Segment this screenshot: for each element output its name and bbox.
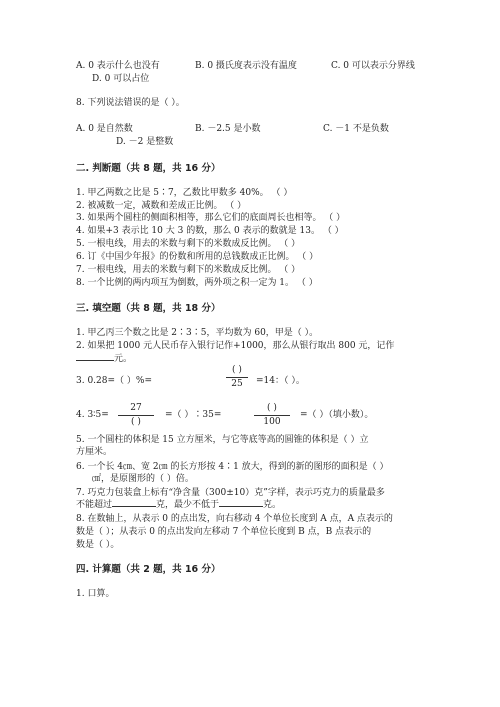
fill-q2-line1: 2. 如果把 1000 元人民币存入银行记作+1000，那么从银行取出 800 元，记作 (76, 341, 395, 351)
fill-q8-line3: 数是（ ）。 (76, 540, 120, 550)
fraction-numerator: 27 (130, 403, 142, 413)
fill-q4-fraction-2 (254, 403, 290, 428)
fraction-denominator: 100 (263, 417, 281, 427)
q7-option-a: A. 0 表示什么也没有 (76, 61, 160, 71)
answer-blank-min[interactable] (219, 506, 263, 507)
fill-q3-fraction (226, 365, 248, 390)
section-3-title: 三. 填空题（共 8 题，共 18 分） (76, 303, 221, 314)
tf-item-8: 8. 一个比例的两内项互为倒数，两外项之积一定为 1。 （ ） (76, 278, 318, 288)
answer-blank-max[interactable] (112, 506, 156, 507)
fill-q3-part1: 3. 0.28=（ ）%= (76, 376, 152, 386)
q8-option-c: C. －1 不是负数 (323, 124, 389, 134)
fill-q4-fraction-1 (118, 403, 154, 428)
fraction-denominator: ( ) (131, 417, 141, 427)
fill-q8-line2: 数是（ ）；从表示 0 的点出发向左移动 7 个单位长度到 B 点，B 点表示的 (76, 527, 372, 537)
fill-q5-line1: 5. 一个圆柱的体积是 15 立方厘米，与它等底等高的圆锥的体积是（ ）立 (76, 435, 369, 445)
fraction-bar (254, 415, 290, 416)
fill-q3-part2: =14：（ ）。 (256, 376, 305, 386)
q7-option-b: B. 0 摄氏度表示没有温度 (195, 61, 297, 71)
fraction-bar (226, 377, 248, 378)
calc-q1: 1. 口算。 (76, 589, 115, 599)
fill-q6-line2: ㎠，是原图形的（ ）倍。 (92, 474, 194, 484)
fill-q1: 1. 甲乙丙三个数之比是 2∶3∶5，平均数为 60，甲是（ ）。 (76, 328, 319, 338)
fill-q4-part3: =（ ）（填小数）。 (300, 410, 374, 420)
fill-q4-part1: 4. 3∶5= (76, 410, 109, 420)
fraction-numerator: ( ) (267, 403, 277, 413)
tf-item-5: 5. 一根电线，用去的米数与剩下的米数成反比例。 （ ） (76, 239, 301, 249)
section-4-title: 四. 计算题（共 2 题，共 16 分） (76, 564, 221, 575)
q8-option-a: A. 0 是自然数 (76, 124, 133, 134)
answer-blank[interactable] (76, 360, 114, 361)
tf-item-7: 7. 一根电线，用去的米数与剩下的米数成反比例。 （ ） (76, 265, 301, 275)
tf-item-6: 6. 订《中国少年报》的份数和所用的总钱数成正比例。 （ ） (76, 252, 319, 262)
q7-option-c: C. 0 可以表示分界线 (331, 61, 415, 71)
fill-q2-line2: 元。 (76, 353, 132, 365)
q8-question: 8. 下列说法错误的是（ ）。 (76, 98, 185, 108)
tf-item-2: 2. 被减数一定，减数和差成正比例。 （ ） (76, 201, 247, 211)
fill-q4-part2: =（ ）∶35= (165, 410, 222, 420)
fraction-bar (118, 415, 154, 416)
fill-q5-line2: 方厘米。 (76, 447, 113, 457)
fill-q6-line1: 6. 一个长 4㎝、宽 2㎝ 的长方形按 4∶1 放大，得到的新的图形的面积是（ ） (76, 462, 389, 472)
fill-q8-line1: 8. 在数轴上，从表示 0 的点出发，向右移动 4 个单位长度到 A 点，A 点表示的 (76, 514, 393, 524)
q8-option-d: D. －2 是整数 (116, 137, 174, 147)
tf-item-3: 3. 如果两个圆柱的侧面积相等，那么它们的底面周长也相等。 （ ） (76, 213, 346, 223)
fraction-numerator: ( ) (232, 365, 242, 375)
q7-option-d: D. 0 可以占位 (92, 74, 150, 84)
q8-option-b: B. －2.5 是小数 (195, 124, 261, 134)
tf-item-1: 1. 甲乙两数之比是 5∶7，乙数比甲数多 40%。 （ ） (76, 188, 293, 198)
fraction-denominator: 25 (231, 379, 243, 389)
section-2-title: 二. 判断题（共 8 题，共 16 分） (76, 163, 221, 174)
fill-q7-line2: 不能超过 克，最少不低于 克。 (76, 500, 282, 510)
tf-item-4: 4. 如果+3 表示比 10 大 3 的数，那么 0 表示的数就是 13。 （ ） (76, 226, 344, 236)
fill-q7-line1: 7. 巧克力包装盒上标有“净含量（300±10）克”字样，表示巧克力的质量最多 (76, 488, 385, 498)
